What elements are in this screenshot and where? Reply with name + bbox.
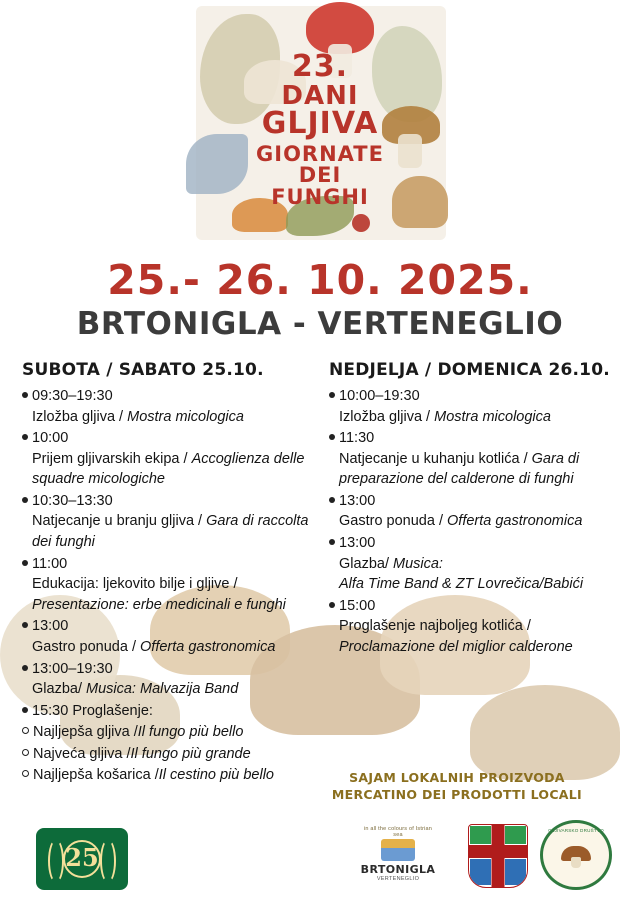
laurel-left-icon: [48, 839, 64, 883]
market-note: [332, 770, 582, 804]
bullet-icon: [22, 392, 28, 398]
entry-desc-hr: Natjecanje u kuhanju kotlića /: [339, 450, 532, 467]
entry-desc-it: Proclamazione del miglior calderone: [339, 638, 573, 655]
entry-desc-hr: Izložba gljiva /: [32, 408, 128, 425]
entry-desc-hr: Proglašenje najboljeg kotlića /: [339, 618, 531, 635]
bullet-icon: [329, 392, 335, 398]
hero-title-it-3: FUNGHI: [271, 184, 369, 209]
hero-title-it-2: DEI: [298, 163, 342, 188]
assoc-name-top: GLJIVARSKO DRUŠTVO: [548, 828, 604, 833]
brtonigla-mark-icon: [381, 839, 415, 861]
program-column-saturday: [22, 360, 311, 787]
column-title-saturday: SUBOTA / SABATO 25.10.: [22, 360, 264, 380]
entry-desc-it: Il fungo più grande: [130, 745, 251, 762]
hero-title-hr-2: GLJIVA: [261, 106, 379, 142]
bullet-hollow-icon: [22, 727, 29, 734]
bullet-hollow-icon: [22, 749, 29, 756]
list-item: [22, 428, 311, 490]
event-place: BRTONIGLA - VERTENEGLIO: [76, 306, 564, 342]
entry-desc-it: Offerta gastronomica: [447, 513, 583, 530]
entry-time: 13:00: [32, 618, 69, 635]
list-item: [22, 722, 311, 743]
entry-desc-it: Musica:: [393, 555, 443, 572]
entry-desc-it: Gara di raccolta dei funghi: [32, 513, 309, 551]
entry-desc-hr: Prijem gljivarskih ekipa /: [32, 450, 192, 467]
mycological-society-logo: [540, 820, 612, 890]
footer-logos: [0, 816, 640, 894]
bullet-hollow-icon: [22, 770, 29, 777]
list-item: [329, 428, 618, 490]
anniversary-number: 25: [63, 840, 101, 878]
bullet-icon: [22, 434, 28, 440]
bullet-icon: [329, 497, 335, 503]
entry-desc-hr: Najveća gljiva /: [33, 745, 131, 762]
entry-desc-it: Mostra micologica: [434, 408, 551, 425]
list-item: [22, 701, 311, 722]
entry-desc-it: Il fungo più bello: [137, 724, 244, 741]
bullet-icon: [329, 539, 335, 545]
entry-desc-hr: Najljepša gljiva /: [33, 724, 138, 741]
entry-time: 09:30–19:30: [32, 388, 113, 404]
entry-desc-it: Presentazione: erbe medicinali e funghi: [32, 596, 286, 613]
entry-desc-hr: Gastro ponuda /: [339, 513, 448, 530]
list-item: [329, 386, 618, 427]
entry-desc-it: Il cestino più bello: [158, 767, 274, 784]
entry-time: 10:00–19:30: [339, 388, 420, 404]
brtonigla-tourism-logo: [360, 826, 436, 890]
entry-desc-it: Gara di preparazione del calderone di funghi: [339, 450, 580, 488]
bullet-icon: [329, 602, 335, 608]
bullet-icon: [22, 497, 28, 503]
column-title-sunday: NEDJELJA / DOMENICA 26.10.: [329, 360, 610, 380]
mushroom-icon: [561, 842, 591, 868]
entry-time: 10:30–13:30: [32, 492, 113, 509]
list-item: [329, 533, 618, 595]
entry-desc-hr: Edukacija: ljekovito bilje i gljive /: [32, 576, 238, 593]
entry-desc-extra: Alfa Time Band & ZT Lovrečica/Babići: [339, 576, 584, 593]
entry-time: 11:30: [339, 430, 375, 447]
entry-desc-hr: Natjecanje u branju gljiva /: [32, 513, 207, 530]
bullet-icon: [22, 665, 28, 671]
program-columns: [0, 360, 640, 787]
entry-time: 15:00: [339, 597, 376, 614]
list-item: [22, 554, 311, 616]
bullet-icon: [22, 707, 28, 713]
anniversary-25-logo: [36, 828, 128, 890]
entry-desc-it: Mostra micologica: [127, 408, 244, 425]
entry-time: 15:30 Proglašenje:: [32, 702, 153, 719]
market-line-it: MERCATINO DEI PRODOTTI LOCALI: [331, 786, 582, 802]
laurel-right-icon: [100, 839, 116, 883]
entry-time: 13:00: [339, 492, 376, 509]
entry-desc-hr: Glazba/: [339, 555, 393, 572]
hero-title: [0, 49, 640, 209]
entry-desc-hr: Glazba/: [32, 681, 86, 698]
hero-title-hr-1: DANI: [281, 80, 359, 111]
entry-desc-it: Musica: Malvazija Band: [86, 681, 239, 698]
brtonigla-slogan: in all the colours of Istrian sea: [363, 826, 433, 839]
entry-time: 11:00: [32, 555, 68, 572]
event-dates: 25.- 26. 10. 2025.: [107, 256, 533, 304]
list-item: [22, 491, 311, 553]
entry-desc-it: Offerta gastronomica: [140, 638, 276, 655]
market-line-hr: SAJAM LOKALNIH PROIZVODA: [349, 770, 565, 785]
bullet-icon: [22, 560, 28, 566]
list-item: [329, 491, 618, 532]
list-item: [329, 596, 618, 658]
bullet-icon: [22, 622, 28, 628]
bullet-icon: [329, 434, 335, 440]
entry-time: 13:00: [339, 535, 376, 552]
hero-title-it-1: GIORNATE: [256, 141, 384, 166]
hero-artwork: [0, 0, 640, 250]
entry-desc-hr: Najljepša košarica /: [33, 767, 159, 784]
list-item: [22, 386, 311, 427]
entry-desc-it: Accoglienza delle squadre micologiche: [32, 450, 305, 488]
brtonigla-subname: VERTENEGLIO: [376, 876, 420, 883]
list-item: [22, 616, 311, 657]
decor-berry-icon: [352, 214, 370, 232]
list-item: [22, 659, 311, 700]
brtonigla-name: BRTONIGLA: [360, 863, 436, 877]
entry-time: 10:00: [32, 430, 69, 447]
entry-desc-hr: Izložba gljiva /: [339, 408, 435, 425]
entry-desc-hr: Gastro ponuda /: [32, 638, 141, 655]
hero-edition: 23.: [291, 49, 349, 84]
program-column-sunday: [329, 360, 618, 787]
list-item: [22, 744, 311, 765]
brtonigla-coat-of-arms-icon: [468, 824, 528, 888]
entry-time: 13:00–19:30: [32, 660, 113, 677]
list-item: [22, 765, 311, 786]
